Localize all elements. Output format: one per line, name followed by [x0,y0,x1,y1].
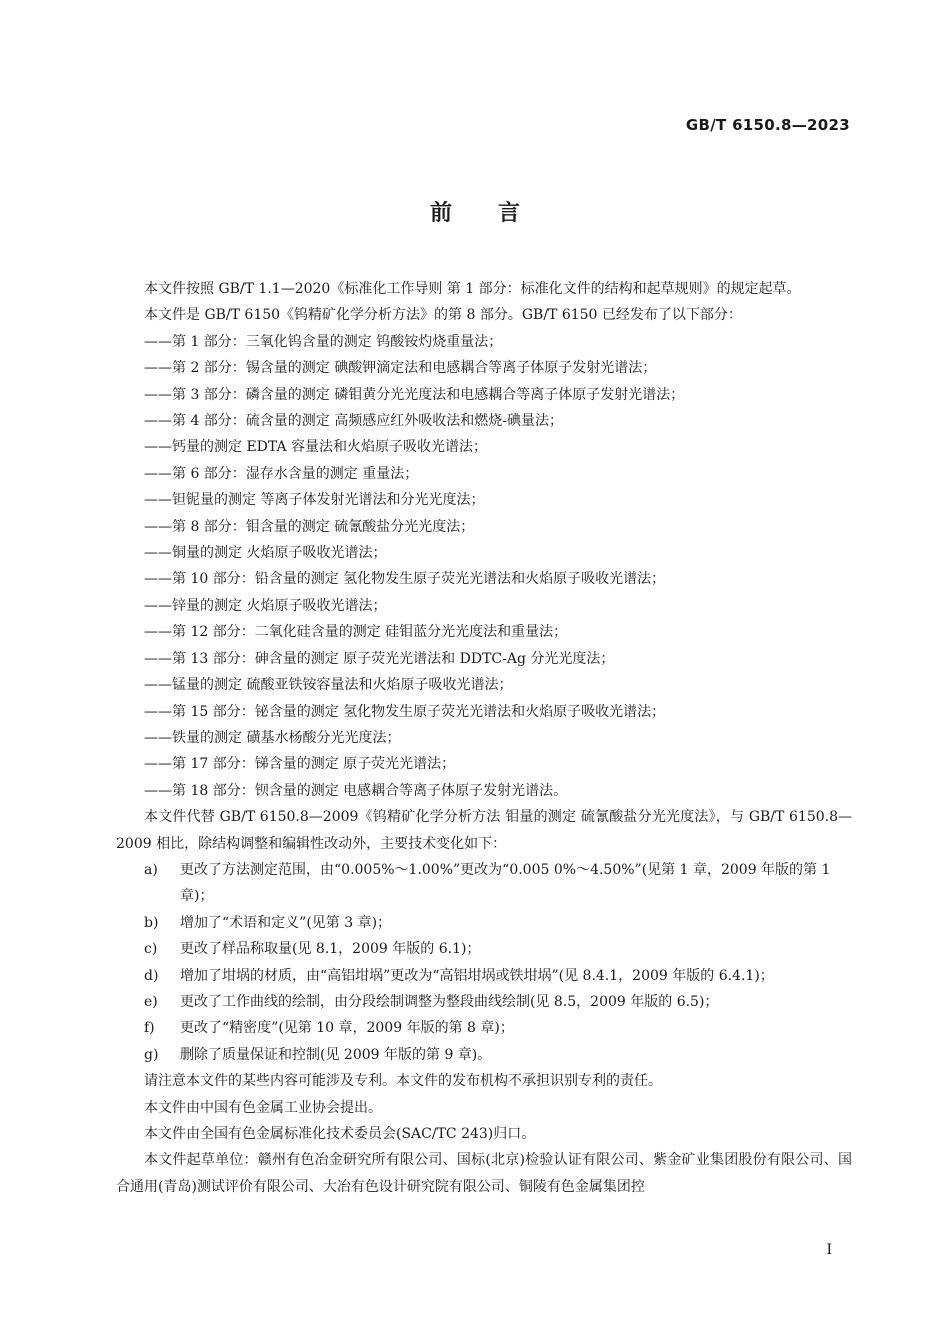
change-item-text: 增加了坩埚的材质，由“高铝坩埚”更改为“高铝坩埚或铁坩埚”(见 8.4.1，2009 年版的 6.4.1)； [180,967,774,984]
part-list-item: ——第 12 部分：二氧化硅含量的测定 硅钼蓝分光光度法和重量法； [144,624,568,641]
part-list-item: ——钙量的测定 EDTA 容量法和火焰原子吸收光谱法； [144,439,488,456]
part-list-item: ——第 10 部分：铅含量的测定 氢化物发生原子荧光光谱法和火焰原子吸收光谱法； [144,571,666,588]
part-list-item: ——第 2 部分：锡含量的测定 碘酸钾滴定法和电感耦合等离子体原子发射光谱法； [144,360,657,377]
foreword-body [116,276,852,1200]
change-list-item [116,910,852,936]
part-list-item: ——铁量的测定 磺基水杨酸分光光度法； [144,729,401,746]
part-list-item: ——第 13 部分：砷含量的测定 原子荧光光谱法和 DDTC-Ag 分光光度法； [144,650,615,667]
change-item-text: 增加了“术语和定义”(见第 3 章)； [180,914,392,931]
part-list-item: ——钽铌量的测定 等离子体发射光谱法和分光光度法； [144,492,485,509]
paragraph-replacement: 本文件代替 GB/T 6150.8—2009《钨精矿化学分析方法 钼量的测定 硫氰酸盐分光光度法》，与 GB/T 6150.8—2009 相比，除结构调整和编辑性改动外，主要技术变化如下： [116,809,852,852]
page-title: 前言 [429,201,566,226]
part-list-item: ——锰量的测定 硫酸亚铁铵容量法和火焰原子吸收光谱法； [144,677,513,694]
change-list-item [116,1042,852,1068]
part-list-item: ——第 15 部分：铋含量的测定 氢化物发生原子荧光光谱法和火焰原子吸收光谱法； [144,703,666,720]
change-list-item [116,963,852,989]
change-item-tag: f) [144,1020,155,1037]
change-list-item [116,857,852,910]
part-list-item: ——第 18 部分：钡含量的测定 电感耦合等离子体原子发射光谱法。 [144,782,568,799]
page-number: I [826,1242,832,1258]
paragraph-drafting-units: 本文件起草单位：赣州有色冶金研究所有限公司、国标(北京)检验认证有限公司、紫金矿业集团股份有限公司、国合通用(青岛)测试评价有限公司、大冶有色设计研究院有限公司、铜陵有色金属集团控 [116,1152,852,1195]
part-list-item: ——第 6 部分：湿存水含量的测定 重量法； [144,465,419,482]
part-list-item: ——第 1 部分：三氧化钨含量的测定 钨酸铵灼烧重量法； [144,333,503,350]
change-item-tag: g) [144,1046,159,1063]
change-item-tag: a) [144,861,158,878]
change-item-text: 删除了质量保证和控制(见 2009 年版的第 9 章)。 [180,1046,492,1063]
change-list-item [116,1015,852,1041]
paragraph-patent-notice: 请注意本文件的某些内容可能涉及专利。本文件的发布机构不承担识别专利的责任。 [144,1073,662,1090]
paragraph-drafting-rules: 本文件按照 GB/T 1.1—2020《标准化工作导则 第 1 部分：标准化文件的结构和起草规则》的规定起草。 [144,281,801,297]
standard-code: GB/T 6150.8—2023 [685,116,850,134]
part-list-item: ——第 8 部分：钼含量的测定 硫氰酸盐分光光度法； [144,518,475,535]
paragraph-committee: 本文件由全国有色金属标准化技术委员会(SAC/TC 243)归口。 [144,1126,536,1142]
paragraph-proposer: 本文件由中国有色金属工业协会提出。 [144,1099,382,1116]
change-item-tag: b) [144,914,159,931]
change-list-item [116,989,852,1015]
part-list-item: ——铜量的测定 火焰原子吸收光谱法； [144,545,387,562]
change-item-text: 更改了方法测定范围，由“0.005%～1.00%”更改为“0.005 0%～4.50%”(见第 1 章，2009 年版的第 1 章)； [180,861,831,905]
change-item-tag: e) [144,993,158,1010]
change-list-item [116,936,852,962]
change-item-text: 更改了“精密度”(见第 10 章，2009 年版的第 8 章)； [180,1020,514,1037]
change-item-text: 更改了工作曲线的绘制，由分段绘制调整为整段曲线绘制(见 8.5，2009 年版的 6.5)； [180,993,719,1010]
change-item-text: 更改了样品称取量(见 8.1，2009 年版的 6.1)； [180,941,481,958]
parts-list [116,329,852,804]
changes-list [116,857,852,1068]
part-list-item: ——第 3 部分：磷含量的测定 磷钼黄分光光度法和电感耦合等离子体原子发射光谱法； [144,386,685,403]
paragraph-series-intro: 本文件是 GB/T 6150《钨精矿化学分析方法》的第 8 部分。GB/T 6150 已经发布了以下部分： [144,307,742,324]
change-item-tag: d) [144,967,159,984]
part-list-item: ——第 4 部分：硫含量的测定 高频感应红外吸收法和燃烧-碘量法； [144,413,563,430]
part-list-item: ——锌量的测定 火焰原子吸收光谱法； [144,597,387,614]
change-item-tag: c) [144,941,158,958]
part-list-item: ——第 17 部分：锑含量的测定 原子荧光光谱法； [144,756,456,773]
